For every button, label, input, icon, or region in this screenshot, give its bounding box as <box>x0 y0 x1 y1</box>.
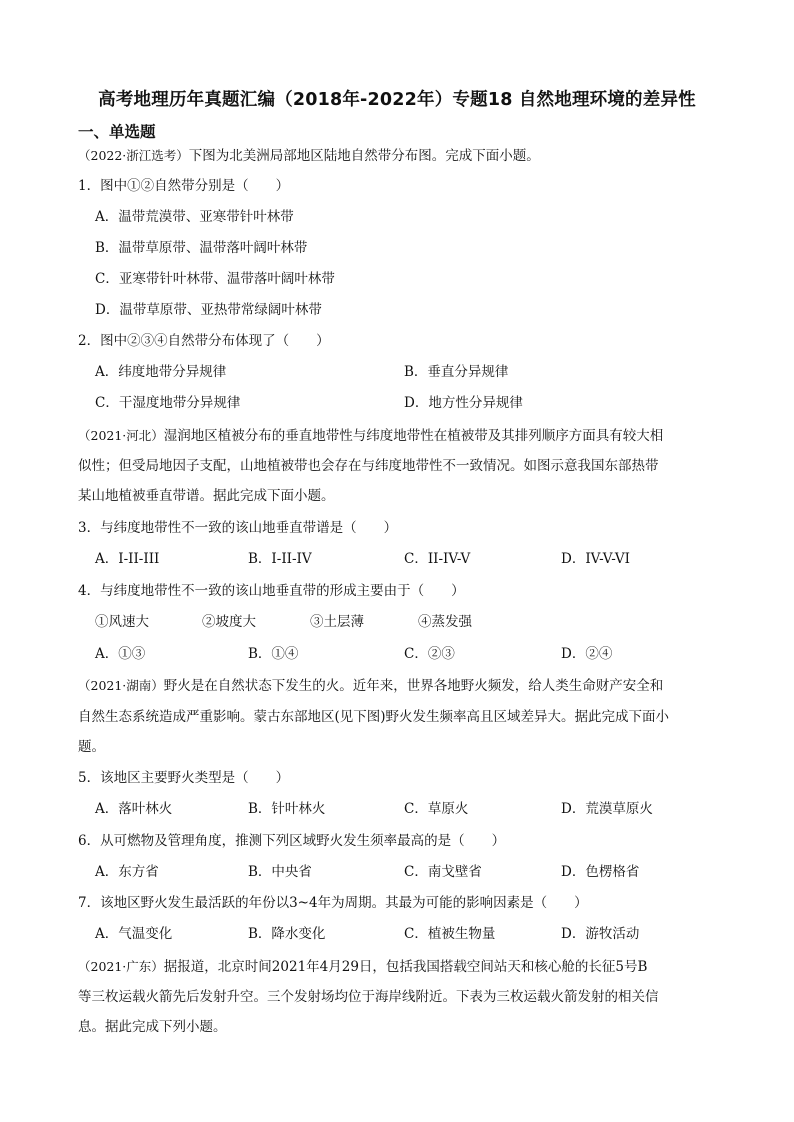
intro-text: 野火是在自然状态下发生的火。近年来，世界各地野火频发，给人类生命财产安全和 <box>163 678 664 694</box>
option-b[interactable]: B．垂直分异规律 <box>404 364 509 380</box>
question-stem: 1．图中①②自然带分别是（ ） <box>78 178 290 194</box>
group-intro <box>78 426 718 446</box>
option-a[interactable]: A．①③ <box>95 646 146 662</box>
source-tag: （2021·湖南） <box>78 678 164 693</box>
intro-text: 某山地植被垂直带谱。据此完成下面小题。 <box>78 488 335 504</box>
question-stem: 2．图中②③④自然带分布体现了（ ） <box>78 333 330 349</box>
option-a[interactable]: A．I-II-III <box>95 551 160 567</box>
option-a[interactable]: A．纬度地带分异规律 <box>95 364 227 380</box>
group-intro <box>78 146 540 166</box>
intro-text: 题。 <box>78 739 105 755</box>
source-tag: （2021·广东） <box>78 959 164 974</box>
option-b[interactable]: B．温带草原带、温带落叶阔叶林带 <box>95 240 308 256</box>
option-c[interactable]: C．南戈壁省 <box>404 864 482 880</box>
factor-item: ③土层薄 <box>310 614 364 630</box>
question-stem: 3．与纬度地带性不一致的该山地垂直带谱是（ ） <box>78 520 398 536</box>
option-d[interactable]: D．温带草原带、亚热带常绿阔叶林带 <box>95 302 322 318</box>
page-title: 高考地理历年真题汇编（2018年-2022年）专题18 自然地理环境的差异性 <box>98 90 696 110</box>
option-b[interactable]: B．①④ <box>248 646 299 662</box>
intro-text: 似性；但受局地因子支配，山地植被带也会存在与纬度地带性不一致情况。如图示意我国东部热带 <box>78 458 659 474</box>
option-c[interactable]: C．II-IV-V <box>404 551 471 567</box>
group-intro <box>78 676 718 696</box>
option-a[interactable]: A．东方省 <box>95 864 159 880</box>
factor-item: ④蒸发强 <box>418 614 472 630</box>
question-stem: 6．从可燃物及管理角度，推测下列区域野火发生须率最高的是（ ） <box>78 833 506 849</box>
factor-item: ②坡度大 <box>202 614 256 630</box>
option-d[interactable]: D．②④ <box>561 646 613 662</box>
option-c[interactable]: C．亚寒带针叶林带、温带落叶阔叶林带 <box>95 271 335 287</box>
intro-text: 等三枚运载火箭先后发射升空。三个发射场均位于海岸线附近。下表为三枚运载火箭发射的相关信 <box>78 989 659 1005</box>
question-stem: 7．该地区野火发生最活跃的年份以3~4年为周期。其最为可能的影响因素是（ ） <box>78 895 588 911</box>
option-d[interactable]: D．游牧活动 <box>561 926 640 942</box>
option-b[interactable]: B．中央省 <box>248 864 312 880</box>
option-b[interactable]: B．降水变化 <box>248 926 326 942</box>
intro-text: 息。据此完成下列小题。 <box>78 1019 227 1035</box>
intro-text: 自然生态系统造成严重影响。蒙古东部地区(见下图)野火发生频率高且区域差异大。据此完成下面小 <box>78 709 670 725</box>
group-intro <box>78 957 718 977</box>
option-a[interactable]: A．温带荒漠带、亚寒带针叶林带 <box>95 209 294 225</box>
intro-text: 据报道，北京时间2021年4月29日，包括我国搭载空间站天和核心舱的长征5号B <box>163 959 648 975</box>
option-d[interactable]: D．荒漠草原火 <box>561 801 653 817</box>
option-a[interactable]: A．气温变化 <box>95 926 173 942</box>
option-d[interactable]: D．地方性分异规律 <box>404 395 523 411</box>
question-stem: 5．该地区主要野火类型是（ ） <box>78 770 290 786</box>
option-c[interactable]: C．草原火 <box>404 801 469 817</box>
option-c[interactable]: C．干湿度地带分异规律 <box>95 395 241 411</box>
option-d[interactable]: D．IV-V-VI <box>561 551 630 567</box>
option-b[interactable]: B．I-II-IV <box>248 551 312 567</box>
source-tag: （2022·浙江选考） <box>78 148 189 163</box>
intro-text: 湿润地区植被分布的垂直地带性与纬度地带性在植被带及其排列顺序方面具有较大相 <box>163 428 664 444</box>
option-c[interactable]: C．②③ <box>404 646 455 662</box>
option-b[interactable]: B．针叶林火 <box>248 801 326 817</box>
intro-text: 下图为北美洲局部地区陆地自然带分布图。完成下面小题。 <box>188 148 540 164</box>
option-d[interactable]: D．色楞格省 <box>561 864 640 880</box>
section-heading: 一、单选题 <box>78 123 156 141</box>
source-tag: （2021·河北） <box>78 428 164 443</box>
option-a[interactable]: A．落叶林火 <box>95 801 173 817</box>
option-c[interactable]: C．植被生物量 <box>404 926 496 942</box>
factor-item: ①风速大 <box>95 614 149 630</box>
question-stem: 4．与纬度地带性不一致的该山地垂直带的形成主要由于（ ） <box>78 583 465 599</box>
